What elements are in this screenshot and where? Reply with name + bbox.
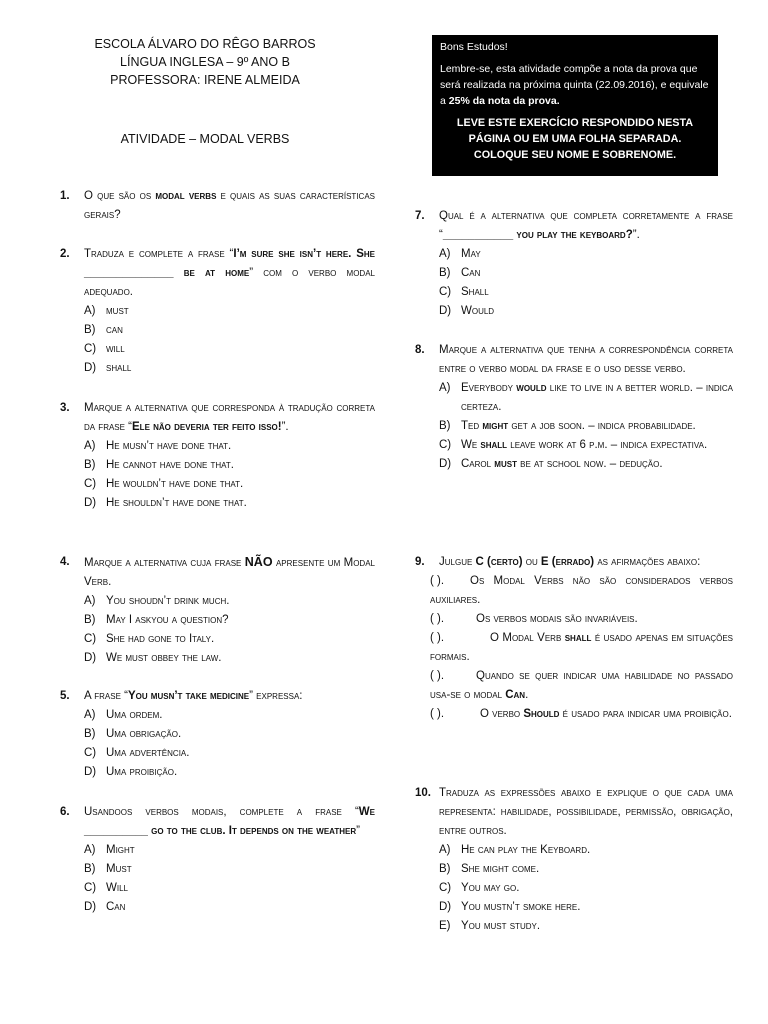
options-list	[84, 592, 375, 668]
option-letter: D)	[84, 652, 97, 664]
question-number: 3.	[60, 402, 70, 414]
q-text-part: ou	[522, 556, 541, 568]
option-b	[84, 456, 375, 475]
answer-blank: ( ).	[430, 613, 445, 625]
judgement-item	[430, 610, 733, 629]
options-list	[84, 302, 375, 378]
option-letter: B)	[439, 863, 451, 875]
option-letter: E)	[439, 920, 451, 932]
option-letter: A)	[439, 844, 451, 856]
option-letter: A)	[84, 595, 96, 607]
question-text: Marque a alternativa que tenha a correspondência correta entre o verbo modal da frase e o uso desse verbo.	[439, 344, 733, 375]
judgement-item	[430, 572, 733, 610]
option-text: You shoudn’t drink much.	[106, 595, 230, 607]
option-text: Must	[106, 863, 132, 875]
option-c	[84, 630, 375, 649]
q-text-part: Julgue	[439, 556, 476, 568]
option-letter: B)	[84, 863, 96, 875]
option-text: Uma advertência.	[106, 747, 190, 759]
question-8	[415, 341, 733, 474]
option-c	[439, 283, 733, 302]
option-letter: D)	[84, 901, 97, 913]
q-text-part: apresente um Modal Verb.	[84, 557, 375, 588]
question-number: 9.	[415, 556, 425, 568]
option-letter: D)	[439, 305, 452, 317]
q-text-part: A frase “	[84, 690, 128, 702]
notice-box	[432, 35, 718, 176]
notice-reminder-text: Lembre-se, esta atividade compõe a nota da prova que será realizada na próxima quinta (22.09.2016), e equivale a	[440, 63, 709, 107]
option-text: Uma ordem.	[106, 709, 163, 721]
judgement-item	[430, 629, 733, 667]
question-7	[415, 207, 733, 321]
question-text: Traduza as expressões abaixo e explique o que cada uma representa: habilidade, possibilidade, permissão, obrigação, entre outros.	[439, 787, 733, 837]
option-d	[84, 763, 375, 782]
statement-text: .	[525, 689, 529, 701]
statement-bold: Should	[523, 708, 560, 720]
question-number: 2.	[60, 248, 70, 260]
q-text-bold: E (errado)	[540, 556, 595, 568]
q-text-part: ” expressa:	[249, 690, 303, 702]
question-text	[84, 187, 375, 225]
q-text-part: Qual é a alternativa que completa corretamente a frase “	[439, 210, 733, 241]
question-number: 6.	[60, 806, 70, 818]
option-letter: C)	[84, 633, 97, 645]
option-letter: C)	[439, 882, 452, 894]
question-1	[60, 187, 375, 225]
option-c	[84, 879, 375, 898]
statement-text: O Modal Verb	[490, 632, 565, 644]
option-text: Will	[106, 882, 128, 894]
question-4	[60, 553, 375, 668]
option-text: She had gone to Italy.	[106, 633, 215, 645]
option-a	[84, 437, 375, 456]
options-list	[439, 841, 733, 936]
option-letter: D)	[439, 901, 452, 913]
q-text-part: Marque a alternativa cuja frase	[84, 557, 245, 569]
option-text: Can	[106, 901, 126, 913]
options-list	[439, 245, 733, 321]
option-c	[439, 879, 733, 898]
option-letter: C)	[439, 439, 452, 451]
statement-text: Os verbos modais são invariáveis.	[476, 613, 638, 625]
option-text: Uma obrigação.	[106, 728, 182, 740]
q-text-part: ”	[356, 825, 360, 837]
option-text: She might come.	[461, 863, 540, 875]
option-text: Carol	[461, 458, 495, 470]
option-letter: B)	[84, 324, 96, 336]
q-text-part: as afirmações abaixo:	[594, 556, 701, 568]
option-modal: must	[494, 458, 517, 470]
option-d	[439, 898, 733, 917]
question-number: 8.	[415, 344, 425, 356]
activity-title: ATIVIDADE – MODAL VERBS	[120, 132, 290, 146]
option-d	[439, 455, 733, 474]
option-d	[84, 898, 375, 917]
option-c	[439, 436, 733, 455]
q-text-part: Traduza e complete a frase “	[84, 248, 234, 260]
q-text-bold: NÃO	[244, 555, 273, 569]
question-10	[415, 784, 733, 936]
option-letter: A)	[439, 248, 451, 260]
option-text: Would	[461, 305, 495, 317]
option-b	[439, 264, 733, 283]
answer-blank: ( ).	[430, 708, 445, 720]
q-text-part: e quais as suas características gerais?	[84, 190, 375, 221]
option-letter: B)	[84, 614, 96, 626]
subject-line: LÍNGUA INGLESA – 9º ANO B	[120, 55, 290, 69]
option-b	[439, 417, 733, 436]
options-list	[84, 706, 375, 782]
q-text-bold: I’m sure she isn’t here. She ______________ be at home	[84, 248, 375, 279]
option-a	[84, 592, 375, 611]
q-text-bold: We __________ go to the club. It depends on the weather	[84, 806, 375, 837]
statement-bold: shall	[564, 632, 592, 644]
question-text	[84, 245, 375, 302]
option-letter: C)	[84, 747, 97, 759]
options-list	[84, 841, 375, 917]
option-letter: B)	[84, 728, 96, 740]
answer-blank: ( ).	[430, 632, 445, 644]
school-header	[60, 35, 350, 89]
option-letter: B)	[439, 267, 451, 279]
option-text: He cannot have done that.	[106, 459, 234, 471]
statement-text: O verbo	[480, 708, 524, 720]
option-b	[439, 860, 733, 879]
question-6	[60, 803, 375, 917]
option-letter: D)	[84, 362, 97, 374]
notice-reminder-bold: 25% da nota da prova.	[448, 95, 560, 107]
statement-bold: Can	[505, 689, 526, 701]
option-c	[84, 340, 375, 359]
option-a	[439, 379, 733, 417]
option-text: May	[461, 248, 481, 260]
question-number: 5.	[60, 690, 70, 702]
q-text-part: ” com o verbo modal adequado.	[84, 267, 375, 298]
option-letter: D)	[84, 497, 97, 509]
q-text-part: ”.	[281, 421, 289, 433]
question-5	[60, 687, 375, 782]
option-letter: A)	[84, 709, 96, 721]
option-b	[84, 611, 375, 630]
answer-blank: ( ).	[430, 670, 445, 682]
option-text: like to live in a better world. – indica certeza.	[461, 382, 733, 413]
question-text	[84, 399, 375, 437]
judgement-item	[430, 705, 733, 724]
question-3	[60, 399, 375, 513]
q-text-bold: ___________ you play the keyboard?	[442, 229, 633, 241]
option-text: Shall	[461, 286, 489, 298]
option-text: He musn’t have done that.	[106, 440, 232, 452]
question-number: 1.	[60, 190, 70, 202]
option-letter: A)	[84, 440, 96, 452]
option-text: Can	[461, 267, 481, 279]
option-text: You may go.	[461, 882, 520, 894]
question-number: 10.	[415, 787, 431, 799]
notice-instructions: LEVE ESTE EXERCÍCIO RESPONDIDO NESTA PÁGINA OU EM UMA FOLHA SEPARADA. COLOQUE SEU NOME E SOBRENOME.	[456, 117, 694, 161]
option-letter: A)	[84, 305, 96, 317]
option-text: leave work at 6 p.m. – indica expectativa.	[507, 439, 708, 451]
option-text: shall	[106, 362, 132, 374]
option-text: must	[106, 305, 129, 317]
option-text: Ted	[461, 420, 483, 432]
q-text-part: ”.	[632, 229, 640, 241]
option-letter: A)	[84, 844, 96, 856]
option-b	[84, 860, 375, 879]
q-text-part: O que são os	[84, 190, 156, 202]
q-text-part: Marque a alternativa que corresponda à tradução correta da frase “	[84, 402, 375, 433]
judgement-list	[430, 572, 733, 724]
option-letter: C)	[439, 286, 452, 298]
statement-text: Os Modal Verbs não são considerados verbos auxiliares.	[430, 575, 733, 606]
question-text	[84, 553, 375, 592]
option-text: We must obbey the law.	[106, 652, 222, 664]
option-letter: C)	[84, 478, 97, 490]
option-letter: B)	[84, 459, 96, 471]
option-b	[84, 321, 375, 340]
option-text: He can play the Keyboard.	[461, 844, 591, 856]
q-text-bold: modal verbs	[155, 190, 217, 202]
judgement-item	[430, 667, 733, 705]
option-text: Might	[106, 844, 135, 856]
option-letter: D)	[439, 458, 452, 470]
option-a	[84, 302, 375, 321]
statement-text: Quando se quer indicar uma habilidade no passado usa-se o modal	[430, 670, 733, 701]
q-text-bold: C (certo)	[475, 556, 523, 568]
option-text: We	[461, 439, 481, 451]
option-c	[84, 744, 375, 763]
option-modal: would	[516, 382, 547, 394]
teacher-line: PROFESSORA: IRENE ALMEIDA	[110, 73, 300, 87]
question-9	[415, 553, 733, 724]
statement-text: é usado para indicar uma proibição.	[559, 708, 732, 720]
answer-blank: ( ).	[430, 575, 445, 587]
option-a	[439, 245, 733, 264]
option-letter: C)	[84, 343, 97, 355]
option-letter: A)	[439, 382, 451, 394]
option-a	[439, 841, 733, 860]
option-text: Everybody	[461, 382, 517, 394]
option-a	[84, 841, 375, 860]
option-text: will	[106, 343, 125, 355]
options-list	[439, 379, 733, 474]
option-e	[439, 917, 733, 936]
question-number: 7.	[415, 210, 425, 222]
school-name: ESCOLA ÁLVARO DO RÊGO BARROS	[94, 37, 316, 51]
option-a	[84, 706, 375, 725]
option-c	[84, 475, 375, 494]
option-text: You must study.	[461, 920, 541, 932]
option-letter: C)	[84, 882, 97, 894]
option-letter: B)	[439, 420, 451, 432]
option-d	[84, 359, 375, 378]
option-text: can	[106, 324, 123, 336]
question-text	[439, 553, 733, 572]
question-2	[60, 245, 375, 378]
q-text-bold: Ele não deveria ter feito isso!	[132, 421, 282, 433]
option-text: get a job soon. – indica probabilidade.	[508, 420, 696, 432]
statement-text: é usado apenas em situações formais.	[430, 632, 734, 663]
q-text-bold: You musn’t take medicine	[127, 690, 250, 702]
option-letter: D)	[84, 766, 97, 778]
options-list	[84, 437, 375, 513]
q-text-part: Usandoos verbos modais, complete a frase “	[84, 806, 359, 818]
option-text: May I askyou a question?	[106, 614, 229, 626]
option-text: Uma proibição.	[106, 766, 178, 778]
option-text: He shouldn’t have done that.	[106, 497, 247, 509]
option-d	[439, 302, 733, 321]
question-text	[84, 687, 375, 706]
notice-reminder	[440, 61, 710, 109]
question-text	[84, 803, 375, 841]
option-b	[84, 725, 375, 744]
option-text: be at school now. – dedução.	[516, 458, 663, 470]
option-modal: might	[482, 420, 509, 432]
question-text	[439, 207, 733, 245]
option-d	[84, 494, 375, 513]
notice-greeting: Bons Estudos!	[440, 41, 508, 53]
option-modal: shall	[480, 439, 508, 451]
option-d	[84, 649, 375, 668]
option-text: You mustn’t smoke here.	[461, 901, 581, 913]
question-number: 4.	[60, 556, 70, 568]
option-text: He wouldn’t have done that.	[106, 478, 244, 490]
